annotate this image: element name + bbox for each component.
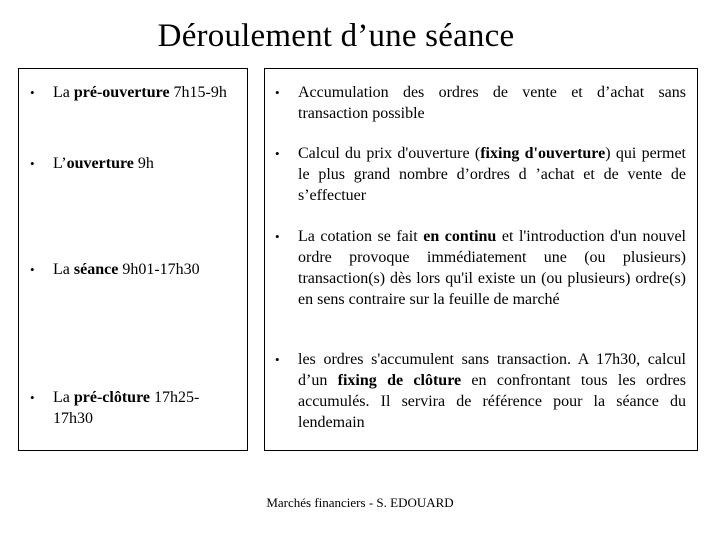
bullet-icon: • — [30, 390, 35, 405]
phase-time: 9h01-17h30 — [118, 261, 200, 278]
phase-item-pre-opening — [30, 82, 230, 103]
description-text — [298, 226, 686, 310]
bullet-icon: • — [30, 85, 35, 100]
bullet-icon: • — [275, 229, 280, 244]
description-keyword: fixing de clôture — [337, 372, 462, 389]
description-text — [298, 143, 686, 206]
description-text-part: en confrontant tous les ordres accumulés. Il servira de référence pour la séance du lendemain — [298, 372, 687, 431]
description-text-part: Accumulation des ordres de vente et d’achat sans transaction possible — [298, 84, 686, 122]
phase-keyword: pré-clôture — [73, 389, 150, 406]
phase-text-prefix: La — [53, 84, 74, 101]
description-text-part: La cotation se fait — [298, 228, 424, 245]
phase-keyword: séance — [73, 261, 119, 278]
phase-text — [53, 387, 230, 429]
phase-keyword: pré-ouverture — [73, 84, 170, 101]
phase-item-session — [30, 259, 230, 280]
phase-time: 9h — [133, 155, 154, 172]
bullet-icon: • — [275, 85, 280, 100]
description-item-opening — [275, 143, 686, 206]
bullet-icon: • — [30, 156, 35, 171]
description-item-pre-closing — [275, 349, 686, 433]
phase-keyword: ouverture — [66, 155, 134, 172]
phase-text-prefix: L’ — [53, 155, 67, 172]
phase-item-opening — [30, 153, 230, 174]
phase-time: 17h25-17h30 — [53, 389, 200, 427]
description-text — [298, 349, 686, 433]
bullet-icon: • — [275, 146, 280, 161]
phase-text — [53, 259, 230, 280]
phase-time: 7h15-9h — [169, 84, 227, 101]
phase-text — [53, 153, 230, 174]
description-keyword: en continu — [423, 228, 497, 245]
description-item-session — [275, 226, 686, 310]
bullet-icon: • — [30, 262, 35, 277]
description-text-part: ) qui permet le plus grand nombre d’ordres d ’achat et de vente de s’effectuer — [298, 145, 686, 204]
description-keyword: fixing d'ouverture — [480, 145, 606, 162]
phase-item-pre-closing — [30, 387, 230, 429]
description-text — [298, 82, 686, 124]
description-text-part: Calcul du prix d'ouverture ( — [298, 145, 481, 162]
description-text-part: les ordres s'accumulent sans transaction. A 17h30, calcul d’un — [298, 351, 686, 389]
description-item-pre-opening — [275, 82, 686, 124]
phase-text-prefix: La — [53, 261, 74, 278]
description-text-part: et l'introduction d'un nouvel ordre provoque immédiatement une (ou plusieurs) transaction(s) dès lors qu'il existe un (ou plusieurs) ordre(s) en sens contraire sur la feuille de marché — [298, 228, 686, 308]
descriptions-box — [264, 68, 698, 451]
phase-text — [53, 82, 230, 103]
slide-title: Déroulement d’une séance — [157, 18, 515, 54]
phase-text-prefix: La — [53, 389, 74, 406]
phases-box — [18, 68, 248, 451]
bullet-icon: • — [275, 352, 280, 367]
slide-footer: Marchés financiers - S. EDOUARD — [266, 495, 454, 510]
